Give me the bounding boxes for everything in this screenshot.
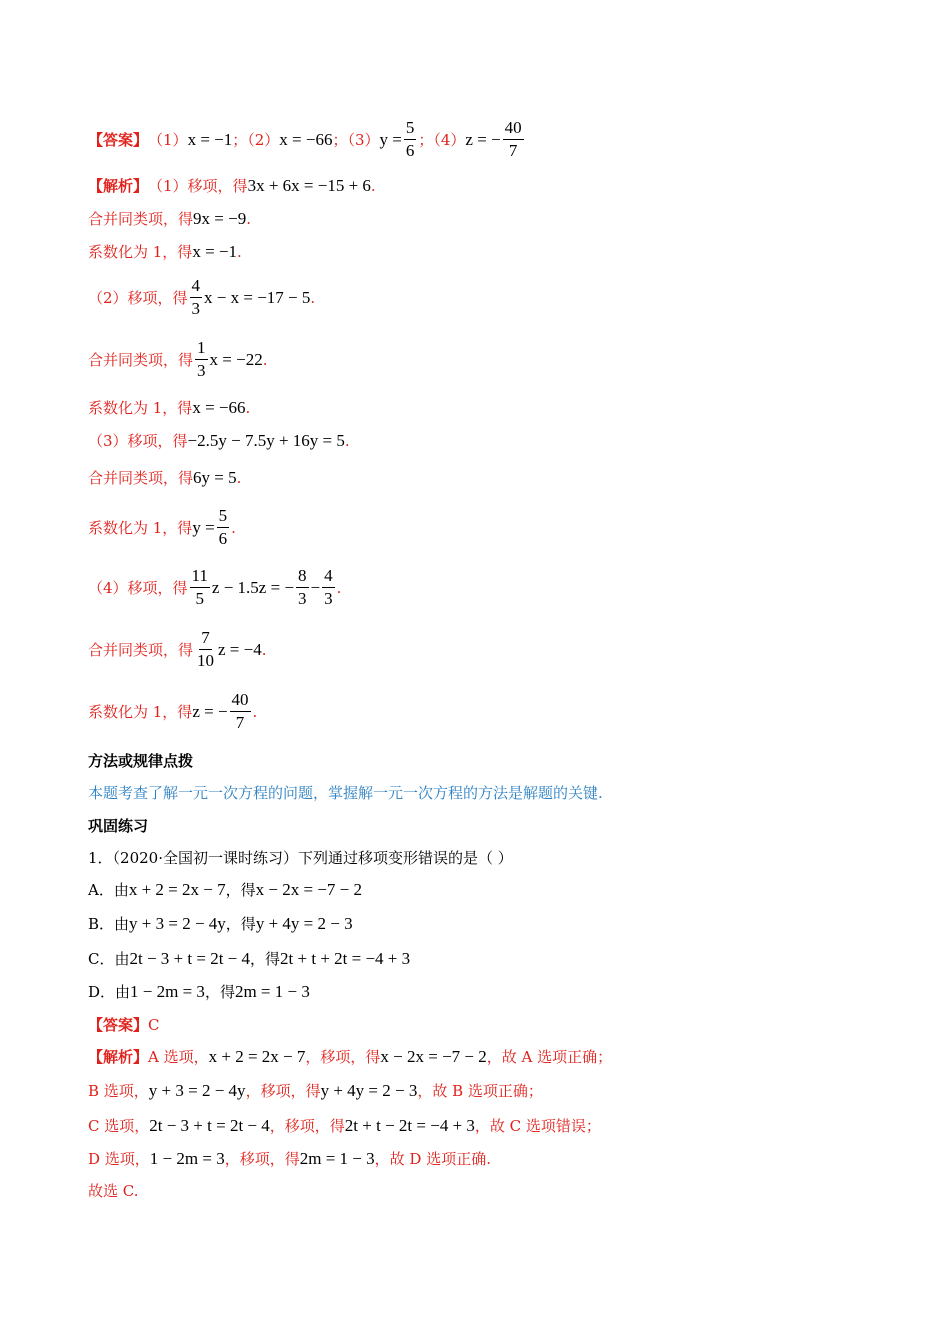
solution-line-6: 系数化为 1，得 x = −66 . — [88, 397, 251, 417]
answer-label: 【答案】 — [88, 131, 149, 149]
fraction: $\frac{5}{6}$ — [405, 118, 415, 160]
solution-line-4: （2）移项，得 $\frac{4}{3}$ x − x = −17 − 5 . — [88, 276, 316, 318]
fraction: $\frac{40}{7}$ — [504, 118, 522, 160]
fraction: $\frac{40}{7}$ — [231, 690, 249, 732]
solution2-line-a: 【解析】 A 选项， x + 2 = 2x − 7 ，移项，得 x − 2x = −7 − 2 ，故 A 选项正确； — [88, 1046, 613, 1066]
solution-line-8: 合并同类项，得 6y = 5 . — [88, 467, 242, 487]
option-b: B．由 y + 3 = 2 − 4y ，得 y + 4y = 2 − 3 — [88, 913, 353, 933]
fraction: $\frac{5}{6}$ — [218, 506, 228, 548]
solution-line-2: 合并同类项，得 9x = −9 . — [88, 208, 251, 228]
solution2-line-d: D 选项， 1 − 2m = 3 ，移项，得 2m = 1 − 3 ，故 D 选项正确. — [88, 1148, 491, 1168]
practice-title: 巩固练习 — [88, 817, 149, 835]
solution-line-7: （3）移项，得 −2.5y − 7.5y + 16y = 5 . — [88, 430, 350, 450]
method-title: 方法或规律点拨 — [88, 752, 194, 770]
practice-question: 1．（2020·全国初一课时练习）下列通过移项变形错误的是（ ） — [88, 849, 513, 867]
method-text: 本题考查了解一元一次方程的问题，掌握解一元一次方程的方法是解题的关键. — [88, 784, 603, 802]
fraction: $\frac{4}{3}$ — [191, 276, 201, 318]
fraction: $\frac{8}{3}$ — [298, 566, 307, 608]
answer-line-1: 【答案】 （1） x = −1 ；（2） x = −66 ；（3） y = $\frac{5}{6}$ ；（4） z = − $\frac{40}{7}$ — [88, 118, 522, 160]
option-d: D．由 1 − 2m = 3 ，得 2m = 1 − 3 — [88, 981, 310, 1001]
solution-line-5: 合并同类项，得 $\frac{1}{3}$ x = −22 . — [88, 338, 268, 380]
option-c: C．由 2t − 3 + t = 2t − 4 ，得 2t + t + 2t = −4 + 3 — [88, 948, 411, 968]
solution-line-9: 系数化为 1，得 y = $\frac{5}{6}$ . — [88, 506, 236, 548]
answer-line-2: 【答案】 C — [88, 1015, 160, 1034]
fraction: $\frac{1}{3}$ — [197, 338, 206, 380]
solution2-line-c: C 选项， 2t − 3 + t = 2t − 4 ，移项，得 2t + t − 2t = −4 + 3 ，故 C 选项错误； — [88, 1115, 601, 1135]
fraction: $\frac{7}{10}$ — [197, 628, 215, 670]
fraction: $\frac{11}{5}$ — [191, 566, 208, 608]
solution-line-11: 合并同类项，得 $\frac{7}{10}$ z = −4 . — [88, 628, 267, 670]
option-a: A．由 x + 2 = 2x − 7 ，得 x − 2x = −7 − 2 — [88, 879, 362, 899]
solution-label: 【解析】 — [88, 177, 149, 195]
solution-line-3: 系数化为 1，得 x = −1 . — [88, 241, 242, 261]
solution2-line-b: B 选项， y + 3 = 2 − 4y ，移项，得 y + 4y = 2 − 3 ，故 B 选项正确； — [88, 1080, 543, 1100]
solution-line-10: （4）移项，得 $\frac{11}{5}$ z − 1.5z = − $\frac{8}{3}$ − $\frac{4}{3}$ . — [88, 566, 342, 608]
fraction: $\frac{4}{3}$ — [324, 566, 333, 608]
solution-line-12: 系数化为 1，得 z = − $\frac{40}{7}$ . — [88, 690, 258, 732]
solution2-conclusion: 故选 C. — [88, 1182, 139, 1200]
solution-line-1: 【解析】 （1）移项，得 3x + 6x = −15 + 6 . — [88, 175, 376, 195]
